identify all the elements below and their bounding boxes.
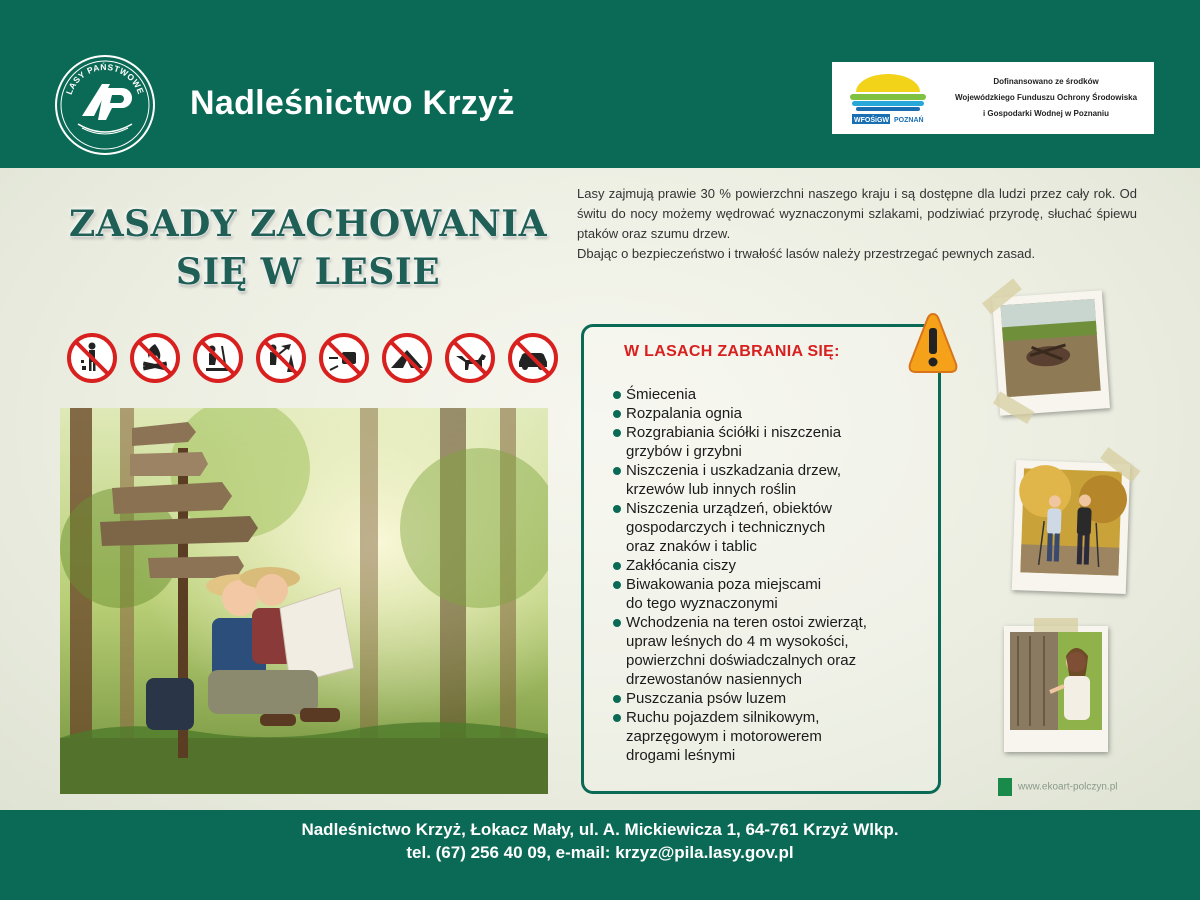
- no-tree-damage-icon: [255, 332, 307, 384]
- wfosigw-logo: [842, 70, 934, 126]
- prohibition-item: Śmiecenia: [612, 385, 932, 404]
- tape: [1034, 618, 1078, 632]
- prohibition-item: Niszczenia i uszkadzania drzew, krzewów lub innych roślin: [612, 461, 932, 499]
- warning-icon: [908, 312, 958, 374]
- prohibition-item: Puszczania psów luzem: [612, 689, 932, 708]
- no-fire-icon: [129, 332, 181, 384]
- no-littering-icon: [66, 332, 118, 384]
- no-dogs-icon: [444, 332, 496, 384]
- page-headline: ZASADY ZACHOWANIA SIĘ W LESIE: [68, 203, 548, 293]
- lasy-panstwowe-logo: [54, 54, 156, 156]
- prohibitions-box: [581, 324, 941, 794]
- watermark: www.ekoart-polczyn.pl: [998, 778, 1117, 796]
- forest-children-photo: [60, 408, 548, 794]
- svg-text:LASY PAŃSTWOWE: LASY PAŃSTWOWE: [63, 61, 147, 96]
- svg-text:WFOŚiGW: WFOŚiGW: [854, 117, 889, 124]
- prohibition-item: Rozpalania ognia: [612, 404, 932, 423]
- tree-hug-photo: [1004, 626, 1108, 752]
- sponsor-panel: [832, 62, 1154, 134]
- header-bar: [0, 0, 1200, 168]
- no-raking-icon: [192, 332, 244, 384]
- no-vehicles-icon: [507, 332, 559, 384]
- no-camping-icon: [381, 332, 433, 384]
- fire-pit-photo: [992, 290, 1110, 415]
- nordic-walking-photo: [1012, 460, 1130, 594]
- prohibition-item: Ruchu pojazdem silnikowym, zaprzęgowym i motorowerem drogami leśnymi: [612, 708, 932, 765]
- prohibitions-list: [612, 385, 932, 765]
- svg-text:POZNAŃ: POZNAŃ: [894, 117, 924, 124]
- prohibition-item: Biwakowania poza miejscami do tego wyznaczonymi: [612, 575, 932, 613]
- sponsor-text: Dofinansowano ze środków Wojewódzkiego Funduszu Ochrony Środowiska i Gospodarki Wodnej w Poznaniu: [954, 77, 1138, 118]
- prohibition-item: Wchodzenia na teren ostoi zwierząt, upraw leśnych do 4 m wysokości, powierzchni doświadczalnych oraz drzewostanów nasiennych: [612, 613, 932, 689]
- prohibition-item: Niszczenia urządzeń, obiektów gospodarczych i technicznych oraz znaków i tablic: [612, 499, 932, 556]
- footer-address: Nadleśnictwo Krzyż, Łokacz Mały, ul. A. Mickiewicza 1, 64-761 Krzyż Wlkp.: [301, 820, 899, 839]
- ekoart-logo-icon: [998, 778, 1012, 796]
- prohibition-item: Zakłócania ciszy: [612, 556, 932, 575]
- no-noise-icon: [318, 332, 370, 384]
- footer-contact: tel. (67) 256 40 09, e-mail: krzyz@pila.lasy.gov.pl: [406, 843, 794, 862]
- intro-text: Lasy zajmują prawie 30 % powierzchni naszego kraju i są dostępne dla ludzi przez cały rok. Od świtu do nocy możemy wędrować wyznaczonymi szlakami, podziwiać przyrodę, słuchać śpiewu ptaków oraz szumu drzew. Dbając o bezpieczeństwo i trwałość lasów należy przestrzegać pewnych zasad.: [577, 186, 1137, 261]
- prohibitions-title: W LASACH ZABRANIA SIĘ:: [624, 343, 840, 360]
- org-title: Nadleśnictwo Krzyż: [190, 84, 515, 122]
- footer-bar: [0, 810, 1200, 900]
- prohibition-item: Rozgrabiania ściółki i niszczenia grzybów i grzybni: [612, 423, 932, 461]
- prohibition-signs: [66, 332, 559, 384]
